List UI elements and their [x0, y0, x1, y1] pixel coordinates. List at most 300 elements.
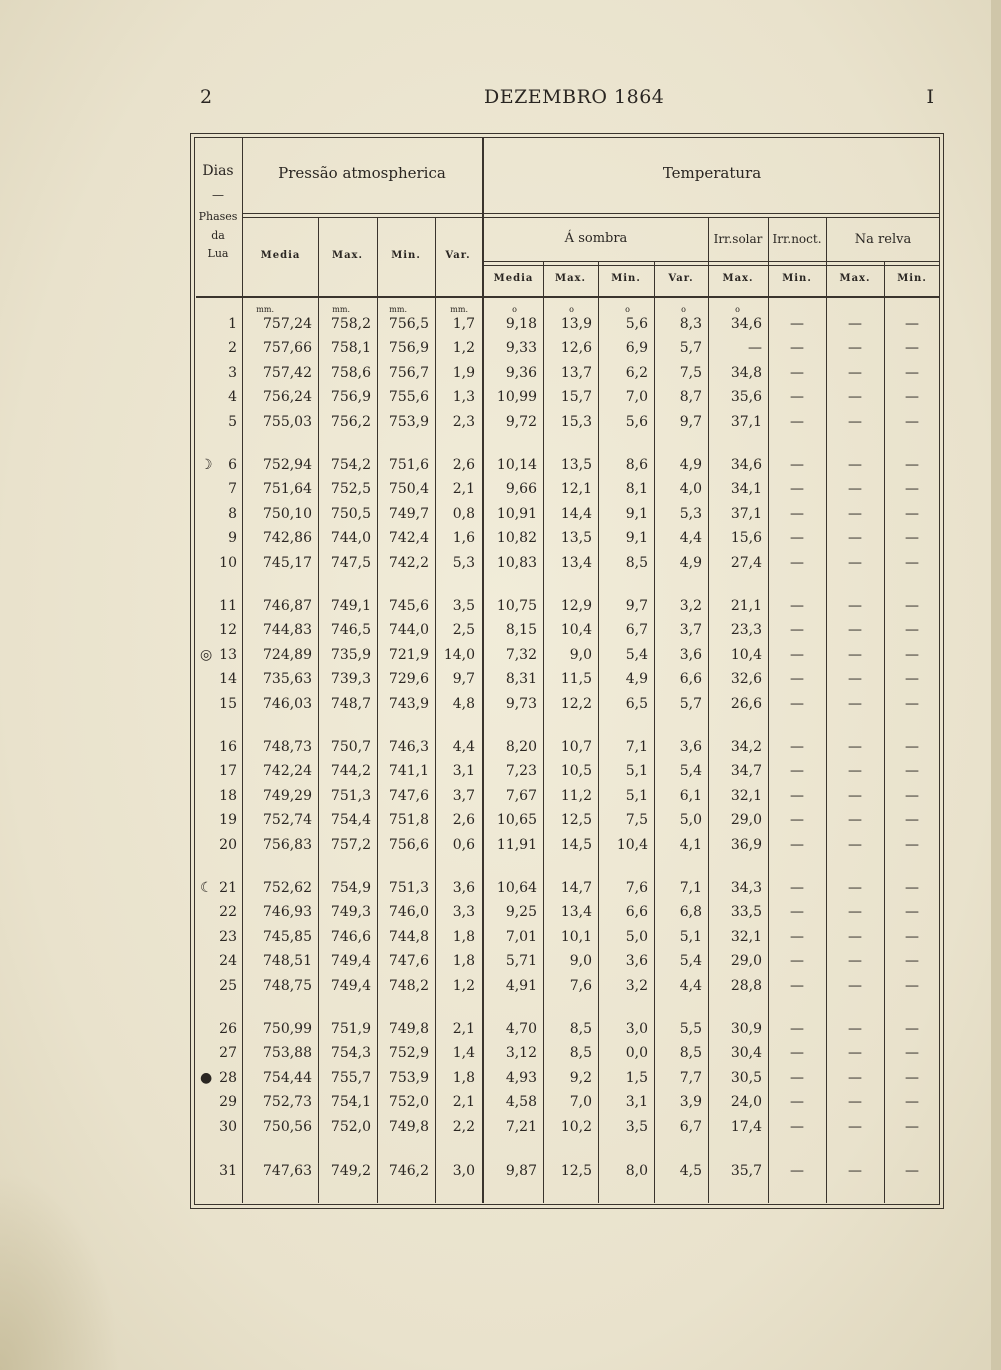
table-row — [0, 788, 1001, 812]
empty-dash-cell: — — [848, 836, 862, 853]
table-row — [0, 340, 1001, 364]
pn-cell: 753,9 — [388, 413, 429, 430]
tm-cell: 9,87 — [505, 1163, 537, 1179]
table-row — [0, 812, 1001, 836]
pv-cell: 2,1 — [452, 481, 475, 498]
tm-cell: 9,33 — [505, 340, 537, 357]
empty-dash-cell: — — [848, 1069, 862, 1086]
pm-cell: 756,83 — [263, 836, 312, 853]
empty-dash-cell: — — [848, 671, 862, 688]
pm-cell: 754,44 — [263, 1069, 312, 1086]
tm-cell: 11,91 — [496, 836, 537, 853]
table-row — [0, 880, 1001, 904]
tx-cell: 13,7 — [560, 364, 592, 381]
unit-mm: mm. — [450, 305, 468, 314]
pn-cell: 747,6 — [388, 953, 429, 970]
pv-cell: 1,2 — [452, 340, 475, 357]
day-cell: 13 — [219, 646, 237, 663]
sol-cell: 34,6 — [730, 316, 762, 332]
pv-cell: 1,7 — [452, 316, 475, 332]
empty-dash-cell: — — [790, 622, 804, 639]
moon-phase-icon: ◎ — [200, 646, 213, 663]
tv-cell: 7,5 — [679, 364, 702, 381]
px-cell: 758,6 — [330, 364, 371, 381]
pv-cell: 1,8 — [452, 1069, 475, 1086]
pn-cell: 752,9 — [388, 1045, 429, 1062]
pm-cell: 750,99 — [263, 1021, 312, 1037]
header-temperatura: Temperatura — [662, 164, 762, 182]
header-t-media: Media — [493, 273, 534, 284]
tv-cell: 7,1 — [679, 880, 702, 896]
tn-cell: 5,6 — [625, 413, 648, 430]
table-row — [0, 506, 1001, 530]
signature-mark: I — [926, 86, 934, 108]
table-row — [0, 1070, 1001, 1094]
tm-cell: 10,64 — [496, 880, 537, 896]
empty-dash-cell: — — [848, 1021, 862, 1037]
pv-cell: 2,6 — [452, 457, 475, 473]
px-cell: 749,3 — [330, 904, 371, 921]
px-cell: 744,0 — [330, 530, 371, 547]
tn-cell: 7,1 — [625, 739, 648, 755]
pm-cell: 742,86 — [263, 530, 312, 547]
pm-cell: 735,63 — [263, 671, 312, 688]
unit-degree: o — [735, 305, 740, 314]
empty-dash-cell: — — [905, 364, 919, 381]
day-cell: 4 — [228, 389, 237, 406]
tv-cell: 4,0 — [679, 481, 702, 498]
unit-degree: o — [512, 305, 517, 314]
tm-cell: 8,15 — [505, 622, 537, 639]
pn-cell: 746,0 — [388, 904, 429, 921]
day-cell: 22 — [219, 904, 237, 921]
empty-dash-cell: — — [905, 505, 919, 522]
px-cell: 749,2 — [330, 1163, 371, 1179]
empty-dash-cell: — — [790, 1021, 804, 1037]
empty-dash-cell: — — [848, 787, 862, 804]
pm-cell: 752,73 — [263, 1094, 312, 1111]
pm-cell: 745,17 — [263, 554, 312, 571]
tm-cell: 3,12 — [505, 1045, 537, 1062]
empty-dash-cell: — — [790, 340, 804, 357]
header-p-min: Min. — [391, 250, 421, 261]
empty-dash-cell: — — [905, 1118, 919, 1135]
px-cell: 754,3 — [330, 1045, 371, 1062]
row-rule — [242, 217, 940, 218]
tn-cell: 1,5 — [625, 1069, 648, 1086]
tv-cell: 8,3 — [679, 316, 702, 332]
px-cell: 750,5 — [330, 505, 371, 522]
tx-cell: 14,5 — [560, 836, 592, 853]
tx-cell: 12,2 — [560, 695, 592, 712]
day-cell: 9 — [228, 530, 237, 547]
pm-cell: 750,10 — [263, 505, 312, 522]
pm-cell: 746,03 — [263, 695, 312, 712]
pm-cell: 752,94 — [263, 457, 312, 473]
pn-cell: 751,8 — [388, 812, 429, 829]
empty-dash-cell: — — [790, 316, 804, 332]
sol-cell: 27,4 — [730, 554, 762, 571]
table-row — [0, 1045, 1001, 1069]
empty-dash-cell: — — [790, 953, 804, 970]
empty-dash-cell: — — [905, 953, 919, 970]
pm-cell: 755,03 — [263, 413, 312, 430]
header-sombra: Á sombra — [564, 231, 628, 246]
header-p-max: Max. — [332, 250, 363, 261]
unit-mm: mm. — [389, 305, 407, 314]
tn-cell: 5,1 — [625, 763, 648, 780]
pv-cell: 9,7 — [452, 671, 475, 688]
empty-dash-cell: — — [790, 530, 804, 547]
paper-stain — [0, 1170, 120, 1370]
tv-cell: 5,4 — [679, 763, 702, 780]
pn-cell: 756,7 — [388, 364, 429, 381]
empty-dash-cell: — — [848, 340, 862, 357]
empty-dash-cell: — — [848, 1094, 862, 1111]
pm-cell: 746,87 — [263, 598, 312, 614]
sol-cell: 34,1 — [730, 481, 762, 498]
pm-cell: 757,42 — [263, 364, 312, 381]
tm-cell: 4,70 — [505, 1021, 537, 1037]
tv-cell: 5,1 — [679, 928, 702, 945]
pn-cell: 747,6 — [388, 787, 429, 804]
header-dias-dash: — — [212, 188, 224, 202]
tx-cell: 13,5 — [560, 457, 592, 473]
header-noct-min: Min. — [782, 273, 812, 284]
tx-cell: 7,6 — [569, 977, 592, 994]
pn-cell: 746,3 — [388, 739, 429, 755]
px-cell: 746,6 — [330, 928, 371, 945]
sol-cell: 15,6 — [730, 530, 762, 547]
empty-dash-cell: — — [790, 1069, 804, 1086]
empty-dash-cell: — — [905, 880, 919, 896]
pv-cell: 4,8 — [452, 695, 475, 712]
pn-cell: 742,4 — [388, 530, 429, 547]
pm-cell: 724,89 — [263, 646, 312, 663]
sol-cell: 37,1 — [730, 505, 762, 522]
tx-cell: 15,3 — [560, 413, 592, 430]
pn-cell: 745,6 — [388, 598, 429, 614]
tv-cell: 9,7 — [679, 413, 702, 430]
day-cell: 7 — [228, 481, 237, 498]
pn-cell: 744,8 — [388, 928, 429, 945]
tm-cell: 4,58 — [505, 1094, 537, 1111]
sol-cell: 28,8 — [730, 977, 762, 994]
pm-cell: 752,62 — [263, 880, 312, 896]
empty-dash-cell: — — [905, 598, 919, 614]
table-row — [0, 953, 1001, 977]
px-cell: 750,7 — [330, 739, 371, 755]
day-cell: 20 — [219, 836, 237, 853]
pm-cell: 748,75 — [263, 977, 312, 994]
tx-cell: 12,6 — [560, 340, 592, 357]
tm-cell: 10,65 — [496, 812, 537, 829]
empty-dash-cell: — — [790, 1094, 804, 1111]
day-cell: 31 — [219, 1163, 237, 1179]
empty-dash-cell: — — [905, 340, 919, 357]
px-cell: 758,2 — [330, 316, 371, 332]
tm-cell: 9,36 — [505, 364, 537, 381]
pm-cell: 750,56 — [263, 1118, 312, 1135]
empty-dash-cell: — — [905, 904, 919, 921]
sol-cell: 35,7 — [730, 1163, 762, 1179]
header-p-media: Media — [260, 250, 301, 261]
empty-dash-cell: — — [905, 695, 919, 712]
table-row — [0, 414, 1001, 438]
pv-cell: 2,2 — [452, 1118, 475, 1135]
tn-cell: 6,6 — [625, 904, 648, 921]
empty-dash-cell: — — [790, 928, 804, 945]
tn-cell: 8,1 — [625, 481, 648, 498]
pv-cell: 1,4 — [452, 1045, 475, 1062]
px-cell: 739,3 — [330, 671, 371, 688]
empty-dash-cell: — — [790, 1045, 804, 1062]
pm-cell: 749,29 — [263, 787, 312, 804]
empty-dash-cell: — — [790, 389, 804, 406]
table-row — [0, 978, 1001, 1002]
px-cell: 746,5 — [330, 622, 371, 639]
pm-cell: 744,83 — [263, 622, 312, 639]
pn-cell: 744,0 — [388, 622, 429, 639]
empty-dash-cell: — — [790, 739, 804, 755]
row-rule — [484, 261, 940, 262]
empty-dash-cell: — — [905, 763, 919, 780]
tx-cell: 12,5 — [560, 812, 592, 829]
tn-cell: 6,5 — [625, 695, 648, 712]
table-row — [0, 647, 1001, 671]
empty-dash-cell: — — [905, 481, 919, 498]
tm-cell: 5,71 — [505, 953, 537, 970]
moon-phase-icon: ● — [200, 1069, 213, 1086]
row-rule — [196, 296, 940, 298]
day-cell: 11 — [219, 598, 237, 614]
empty-dash-cell: — — [848, 316, 862, 332]
empty-dash-cell: — — [848, 812, 862, 829]
empty-dash-cell: — — [790, 413, 804, 430]
pv-cell: 1,6 — [452, 530, 475, 547]
tm-cell: 8,20 — [505, 739, 537, 755]
pv-cell: 3,5 — [452, 598, 475, 614]
tx-cell: 9,0 — [569, 646, 592, 663]
empty-dash-cell: — — [848, 598, 862, 614]
empty-dash-cell: — — [790, 880, 804, 896]
tx-cell: 8,5 — [569, 1045, 592, 1062]
tv-cell: 4,4 — [679, 530, 702, 547]
tx-cell: 12,5 — [560, 1163, 592, 1179]
day-cell: 14 — [219, 671, 237, 688]
tn-cell: 7,0 — [625, 389, 648, 406]
pn-cell: 749,8 — [388, 1021, 429, 1037]
tx-cell: 13,4 — [560, 904, 592, 921]
day-cell: 25 — [219, 977, 237, 994]
unit-mm: mm. — [256, 305, 274, 314]
tn-cell: 6,7 — [625, 622, 648, 639]
tx-cell: 8,5 — [569, 1021, 592, 1037]
tv-cell: 6,6 — [679, 671, 702, 688]
tn-cell: 6,2 — [625, 364, 648, 381]
table-row — [0, 763, 1001, 787]
day-cell: 26 — [219, 1021, 237, 1037]
empty-dash-cell: — — [905, 812, 919, 829]
pn-cell: 742,2 — [388, 554, 429, 571]
empty-dash-cell: — — [848, 695, 862, 712]
table-row — [0, 598, 1001, 622]
sol-cell: 36,9 — [730, 836, 762, 853]
pv-cell: 14,0 — [443, 646, 475, 663]
moon-phase-icon: ☽ — [200, 457, 213, 473]
px-cell: 749,4 — [330, 953, 371, 970]
pn-cell: 750,4 — [388, 481, 429, 498]
pn-cell: 749,8 — [388, 1118, 429, 1135]
tx-cell: 15,7 — [560, 389, 592, 406]
empty-dash-cell: — — [905, 646, 919, 663]
empty-dash-cell: — — [905, 389, 919, 406]
table-row — [0, 622, 1001, 646]
header-phases-lua: Lua — [207, 247, 229, 260]
tv-cell: 6,7 — [679, 1118, 702, 1135]
empty-dash-cell: — — [905, 671, 919, 688]
pm-cell: 748,51 — [263, 953, 312, 970]
sol-cell: 32,1 — [730, 787, 762, 804]
pv-cell: 2,1 — [452, 1021, 475, 1037]
pm-cell: 745,85 — [263, 928, 312, 945]
table-row — [0, 316, 1001, 340]
tn-cell: 0,0 — [625, 1045, 648, 1062]
empty-dash-cell: — — [905, 530, 919, 547]
pn-cell: 756,6 — [388, 836, 429, 853]
px-cell: 756,9 — [330, 389, 371, 406]
table-row — [0, 739, 1001, 763]
header-solar-max: Max. — [722, 273, 754, 284]
empty-dash-cell: — — [905, 316, 919, 332]
px-cell: 757,2 — [330, 836, 371, 853]
empty-dash-cell: — — [905, 622, 919, 639]
day-cell: 18 — [219, 787, 237, 804]
day-cell: 3 — [228, 364, 237, 381]
empty-dash-cell: — — [790, 787, 804, 804]
empty-dash-cell: — — [848, 928, 862, 945]
day-cell: 15 — [219, 695, 237, 712]
tx-cell: 13,4 — [560, 554, 592, 571]
running-header — [200, 86, 940, 116]
table-row — [0, 929, 1001, 953]
pm-cell: 742,24 — [263, 763, 312, 780]
page-title: DEZEMBRO 1864 — [484, 86, 665, 108]
day-cell: 6 — [228, 457, 237, 473]
day-cell: 24 — [219, 953, 237, 970]
tn-cell: 7,6 — [625, 880, 648, 896]
empty-dash-cell: — — [790, 505, 804, 522]
tn-cell: 10,4 — [616, 836, 648, 853]
px-cell: 758,1 — [330, 340, 371, 357]
pv-cell: 4,4 — [452, 739, 475, 755]
empty-dash-cell: — — [848, 904, 862, 921]
empty-dash-cell: — — [905, 1069, 919, 1086]
pn-cell: 741,1 — [388, 763, 429, 780]
tv-cell: 8,5 — [679, 1045, 702, 1062]
header-t-min: Min. — [611, 273, 641, 284]
pv-cell: 3,7 — [452, 787, 475, 804]
header-t-var: Var. — [668, 273, 694, 284]
sol-cell: 30,4 — [730, 1045, 762, 1062]
tx-cell: 9,0 — [569, 953, 592, 970]
px-cell: 756,2 — [330, 413, 371, 430]
tx-cell: 9,2 — [569, 1069, 592, 1086]
px-cell: 735,9 — [330, 646, 371, 663]
header-irr-noct: Irr.noct. — [772, 232, 822, 246]
pm-cell: 751,64 — [263, 481, 312, 498]
sol-cell: 32,6 — [730, 671, 762, 688]
tn-cell: 8,6 — [625, 457, 648, 473]
tm-cell: 10,91 — [496, 505, 537, 522]
day-cell: 28 — [219, 1069, 237, 1086]
empty-dash-cell: — — [790, 481, 804, 498]
tx-cell: 13,9 — [560, 316, 592, 332]
sol-cell: 26,6 — [730, 695, 762, 712]
sol-cell: 32,1 — [730, 928, 762, 945]
day-cell: 16 — [219, 739, 237, 755]
pv-cell: 1,8 — [452, 928, 475, 945]
pv-cell: 1,8 — [452, 953, 475, 970]
unit-degree: o — [569, 305, 574, 314]
px-cell: 749,1 — [330, 598, 371, 614]
pm-cell: 757,66 — [263, 340, 312, 357]
pm-cell: 752,74 — [263, 812, 312, 829]
tv-cell: 5,5 — [679, 1021, 702, 1037]
empty-dash-cell: — — [905, 1163, 919, 1179]
empty-dash-cell: — — [905, 787, 919, 804]
pn-cell: 755,6 — [388, 389, 429, 406]
tx-cell: 10,1 — [560, 928, 592, 945]
tn-cell: 5,6 — [625, 316, 648, 332]
px-cell: 754,1 — [330, 1094, 371, 1111]
tn-cell: 3,1 — [625, 1094, 648, 1111]
sol-cell: 37,1 — [730, 413, 762, 430]
tx-cell: 12,9 — [560, 598, 592, 614]
table-row — [0, 837, 1001, 861]
sol-cell: 17,4 — [730, 1118, 762, 1135]
tn-cell: 5,0 — [625, 928, 648, 945]
tm-cell: 10,82 — [496, 530, 537, 547]
pn-cell: 756,5 — [388, 316, 429, 332]
tv-cell: 6,1 — [679, 787, 702, 804]
px-cell: 752,0 — [330, 1118, 371, 1135]
tv-cell: 3,6 — [679, 739, 702, 755]
empty-dash-cell: — — [848, 646, 862, 663]
pn-cell: 721,9 — [388, 646, 429, 663]
empty-dash-cell: — — [848, 481, 862, 498]
pv-cell: 3,3 — [452, 904, 475, 921]
tx-cell: 10,7 — [560, 739, 592, 755]
pn-cell: 746,2 — [388, 1163, 429, 1179]
table-row — [0, 481, 1001, 505]
tn-cell: 9,1 — [625, 505, 648, 522]
tv-cell: 4,1 — [679, 836, 702, 853]
sol-cell: 23,3 — [730, 622, 762, 639]
empty-dash-cell: — — [790, 812, 804, 829]
tn-cell: 3,6 — [625, 953, 648, 970]
tm-cell: 10,14 — [496, 457, 537, 473]
empty-dash-cell: — — [905, 977, 919, 994]
empty-dash-cell: — — [790, 457, 804, 473]
tn-cell: 5,1 — [625, 787, 648, 804]
pv-cell: 2,6 — [452, 812, 475, 829]
tm-cell: 7,01 — [505, 928, 537, 945]
table-row — [0, 389, 1001, 413]
tm-cell: 9,18 — [505, 316, 537, 332]
page-number: 2 — [200, 86, 213, 108]
table-row — [0, 555, 1001, 579]
